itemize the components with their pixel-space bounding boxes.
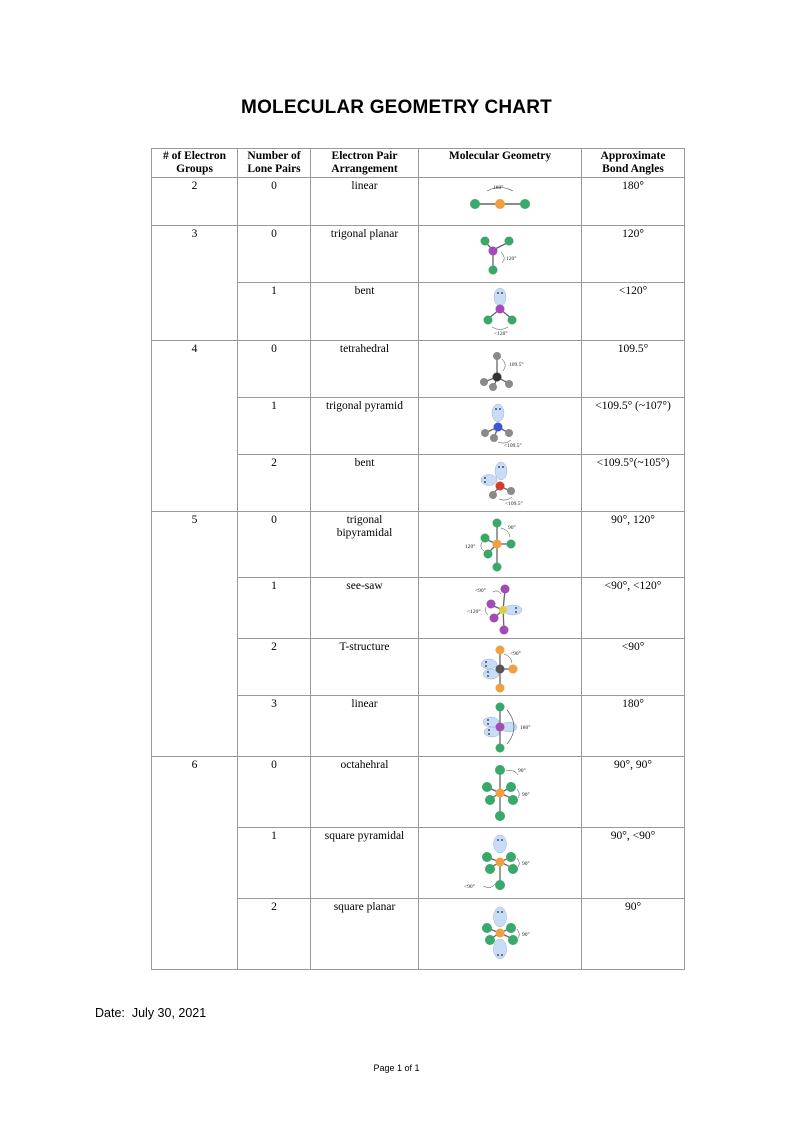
molecule-linear-icon xyxy=(455,180,545,224)
svg-text:90°: 90° xyxy=(508,525,516,531)
molecule-trigonal-pyramid-icon xyxy=(455,400,545,454)
molecule-square-planar-icon xyxy=(455,901,545,967)
bond-angles: <109.5° (~107°) xyxy=(582,398,685,455)
bond-angles: 90°, 120° xyxy=(582,512,685,578)
bond-angles: <120° xyxy=(582,283,685,341)
geometry-cell xyxy=(419,578,582,639)
molecule-trigonal-planar-icon xyxy=(455,228,545,280)
arrangement: linear xyxy=(311,696,419,757)
molecule-bent-icon xyxy=(455,285,545,339)
bond-angles: 109.5° xyxy=(582,341,685,398)
geometry-cell xyxy=(419,455,582,512)
bond-angles: <90° xyxy=(582,639,685,696)
bond-angles: 90°, <90° xyxy=(582,828,685,899)
bond-angles: 90°, 90° xyxy=(582,757,685,828)
geometry-cell xyxy=(419,757,582,828)
geometry-cell xyxy=(419,639,582,696)
group-count-4: 4 xyxy=(152,341,238,512)
arrangement: trigonal planar xyxy=(311,226,419,283)
lone-pairs: 1 xyxy=(238,398,311,455)
arrangement: square planar xyxy=(311,899,419,970)
arrangement: T-structure xyxy=(311,639,419,696)
arrangement: bent xyxy=(311,283,419,341)
molecule-square-pyramidal-icon xyxy=(455,830,545,896)
lone-pairs: 1 xyxy=(238,283,311,341)
svg-text:<120°: <120° xyxy=(467,609,481,615)
molecule-linear-trigonal-icon xyxy=(455,698,545,756)
svg-text:90°: 90° xyxy=(522,932,530,938)
page-number: Page 1 of 1 xyxy=(373,1063,420,1073)
svg-text:120°: 120° xyxy=(465,544,476,550)
lone-pairs: 1 xyxy=(238,578,311,639)
date-line xyxy=(95,1006,206,1020)
lone-pairs: 0 xyxy=(238,178,311,226)
molecule-see-saw-icon xyxy=(455,580,545,638)
header-row xyxy=(152,149,685,178)
geometry-cell xyxy=(419,696,582,757)
molecule-trigonal-bipyramidal-icon xyxy=(455,514,545,576)
geometry-cell xyxy=(419,341,582,398)
bond-angles: 180° xyxy=(582,178,685,226)
molecule-octahedral-icon xyxy=(455,759,545,825)
molecule-bent-tetrahedral-icon xyxy=(455,457,545,511)
bond-angles: <90°, <120° xyxy=(582,578,685,639)
geometry-cell xyxy=(419,398,582,455)
svg-text:<109.5°: <109.5° xyxy=(504,443,522,449)
svg-text:<90°: <90° xyxy=(464,884,475,890)
lone-pairs: 2 xyxy=(238,899,311,970)
svg-text:90°: 90° xyxy=(522,792,530,798)
geometry-cell xyxy=(419,512,582,578)
svg-text:180°: 180° xyxy=(493,185,504,191)
arrangement: octahehral xyxy=(311,757,419,828)
bond-angles: 180° xyxy=(582,696,685,757)
page-title: MOLECULAR GEOMETRY CHART xyxy=(241,97,552,118)
lone-pairs: 0 xyxy=(238,757,311,828)
lone-pairs: 2 xyxy=(238,639,311,696)
arrangement: bent xyxy=(311,455,419,512)
table-row xyxy=(152,341,685,398)
svg-text:<120°: <120° xyxy=(494,331,508,337)
arrangement: linear xyxy=(311,178,419,226)
bond-angles: 90° xyxy=(582,899,685,970)
svg-text:180°: 180° xyxy=(520,725,531,731)
geometry-cell xyxy=(419,178,582,226)
group-count-5: 5 xyxy=(152,512,238,757)
bond-angles: <109.5°(~105°) xyxy=(582,455,685,512)
svg-text:120°: 120° xyxy=(506,256,517,262)
header-groups: # of Electron Groups xyxy=(152,149,238,178)
header-angles: Approximate Bond Angles xyxy=(582,149,685,178)
geometry-cell xyxy=(419,226,582,283)
group-count-2: 2 xyxy=(152,178,238,226)
arrangement: tetrahedral xyxy=(311,341,419,398)
lone-pairs: 1 xyxy=(238,828,311,899)
bond-angles: 120° xyxy=(582,226,685,283)
molecule-tetrahedral-icon xyxy=(455,343,545,397)
geometry-cell xyxy=(419,899,582,970)
svg-text:<90°: <90° xyxy=(510,651,521,657)
geometry-cell xyxy=(419,828,582,899)
lone-pairs: 2 xyxy=(238,455,311,512)
arrangement: see-saw xyxy=(311,578,419,639)
header-arrangement: Electron Pair Arrangement xyxy=(311,149,419,178)
lone-pairs: 0 xyxy=(238,341,311,398)
header-lone-pairs: Number of Lone Pairs xyxy=(238,149,311,178)
table-row xyxy=(152,512,685,578)
table-row xyxy=(152,226,685,283)
svg-text:90°: 90° xyxy=(522,861,530,867)
lone-pairs: 0 xyxy=(238,512,311,578)
arrangement: square pyramidal xyxy=(311,828,419,899)
svg-text:<90°: <90° xyxy=(475,588,486,594)
arrangement: trigonal bipyramidal xyxy=(311,512,419,578)
geometry-cell xyxy=(419,283,582,341)
date-label: Date: xyxy=(95,1006,125,1020)
header-geometry: Molecular Geometry xyxy=(419,149,582,178)
lone-pairs: 3 xyxy=(238,696,311,757)
molecule-t-structure-icon xyxy=(455,641,545,695)
svg-text:<109.5°: <109.5° xyxy=(505,501,523,507)
arrangement: trigonal pyramid xyxy=(311,398,419,455)
date-value: July 30, 2021 xyxy=(131,1006,207,1020)
table-row xyxy=(152,757,685,828)
geometry-table xyxy=(151,148,685,970)
svg-text:90°: 90° xyxy=(518,768,526,774)
group-count-6: 6 xyxy=(152,757,238,970)
lone-pairs: 0 xyxy=(238,226,311,283)
group-count-3: 3 xyxy=(152,226,238,341)
table-row xyxy=(152,178,685,226)
svg-text:109.5°: 109.5° xyxy=(509,362,524,368)
